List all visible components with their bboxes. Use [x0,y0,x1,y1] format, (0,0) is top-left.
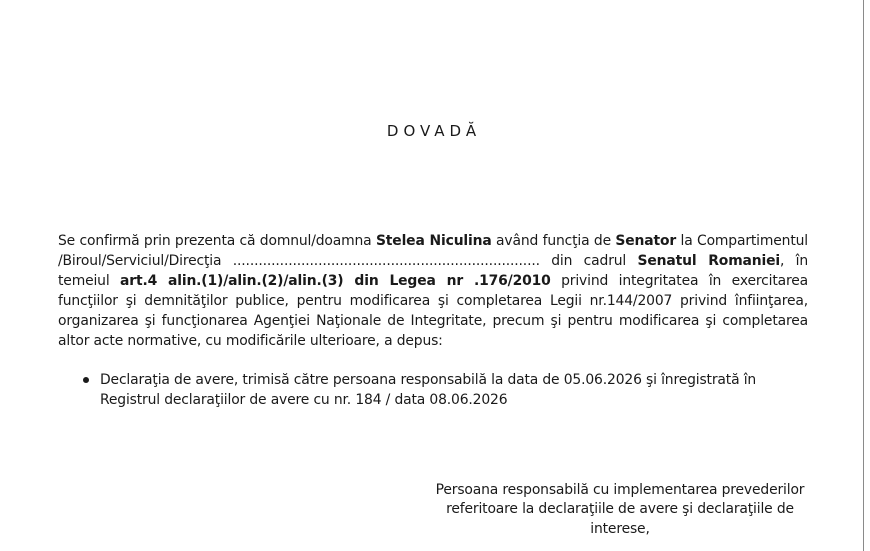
list-item [80,371,780,411]
page-edge [863,0,864,551]
bullet-icon [83,377,89,383]
paragraph-text-1: Se confirmă prin prezenta că domnul/doamna [58,233,376,249]
document-title: DOVADĂ [386,122,482,140]
signature-line-1: Persoana responsabilă cu implementarea prevederilor [435,482,805,498]
signature-line-3: interese, [590,520,650,537]
legal-reference: art.4 alin.(1)/alin.(2)/alin.(3) din Legea nr .176/2010 [120,272,551,289]
person-function: Senator [615,233,677,249]
institution-name: Senatul Romaniei [637,252,780,269]
paragraph-text-5: privind integritatea în exercitarea funcţiilor şi demnităţilor publice, pentru modificarea şi completarea Legii nr.144/2007 privind înfiinţarea, organizarea şi funcţionarea Agenţiei Naţionale de Integritate, precum şi pentru modificarea şi completarea altor acte normative, cu modificările ulterioare, a depus: [58,272,808,349]
submitted-documents-list [80,371,780,411]
person-name: Stelea Niculina [375,233,492,249]
signature-block [420,481,820,539]
confirmation-paragraph [58,232,808,351]
paragraph-text-2: având funcţia de [491,233,616,249]
signature-line-2: referitoare la declaraţiile de avere şi declaraţiile de [446,501,794,518]
paragraph-text-3: la Compartimentul /Biroul/Serviciul/Direcţia ........................................................................ din cadrul [58,233,808,269]
list-item-text: Declaraţia de avere, trimisă către persoana responsabilă la data de 05.06.2026 şi înregistrată în Registrul declaraţiilor de avere cu nr. 184 / data 08.06.2026 [100,372,757,408]
paragraph-text-4: , în temeiul [58,252,809,289]
